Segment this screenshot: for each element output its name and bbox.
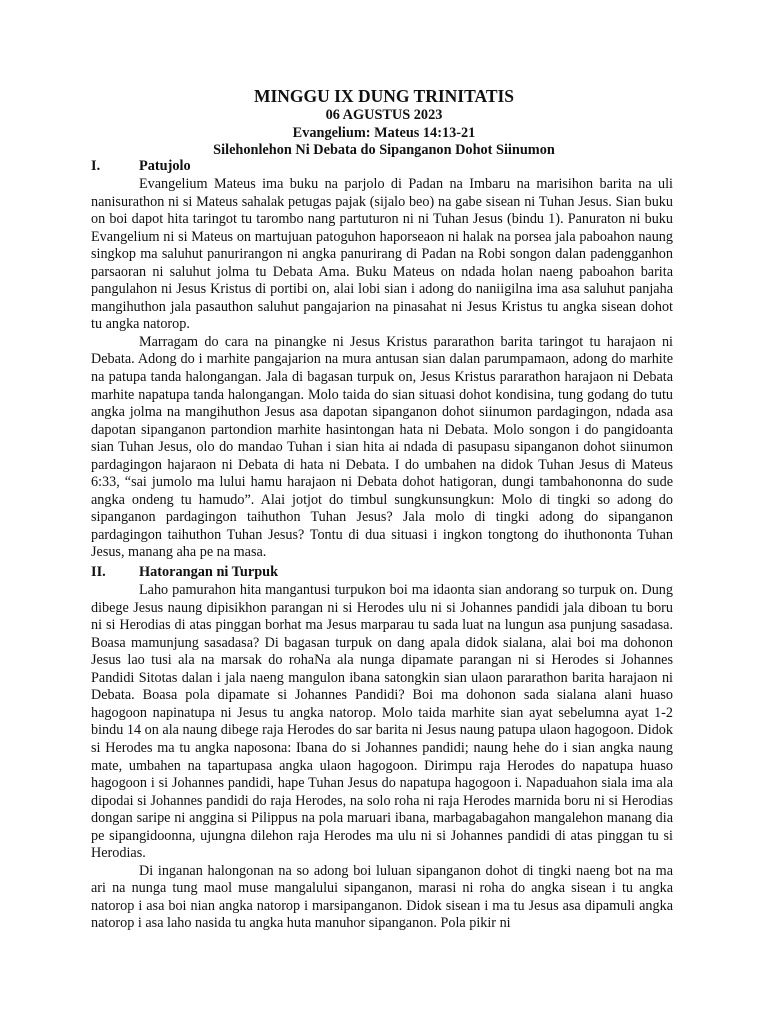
date-line: 06 AGUSTUS 2023 bbox=[325, 107, 443, 123]
section-title: Hatorangan ni Turpuk bbox=[139, 564, 279, 581]
section-heading-patujolo bbox=[91, 156, 673, 176]
evangelium-line: Evangelium: Mateus 14:13-21 bbox=[292, 124, 476, 141]
paragraph: Di inganan halongonan na so adong boi luluan sipanganon dohot di tingki naeng bot na ma ari na nunga tung maol muse mangalului sipanganon, marasi ni roha do angka sisean i tu angka natorop i asa boi nian angka natorop i marsipanganon. Didok sisean i ma tu Jesus asa dipamuli angka natorop i asa laho nasida tu angka huta manuhor sipanganon. Pola pikir ni bbox=[91, 862, 673, 932]
page-title: MINGGU IX DUNG TRINITATIS bbox=[253, 86, 515, 106]
section-number: II. bbox=[91, 564, 106, 581]
section-title: Patujolo bbox=[139, 158, 191, 174]
paragraph: Marragam do cara na pinangke ni Jesus Kristus pararathon barita taringot tu harajaon ni Debata. Adong do i marhite pangajarion na mura antusan sian dalan parumpamaon, adong do marhite na patupa tanda halongangan. Jala di bagasan turpuk on, Jesus Kristus pararathon harajaon ni Debata marhite napatupa tanda halongangan. Molo taida do sian situasi dohot kondisina, tung godang do tutu angka jolma na mangihuthon Jesus asa dapotan sipanganon dohot siinumon pardagingon, ndada asa dapotan sipanganon partondion marhite hasintongan hata ni Debata. Molo songon i do pangidoanta sian Tuhan Jesus, olo do mandao Tuhan i sian hita ai ndada di pasupasu sipanganon dohot siinumon pardagingon hajaraon ni Debata di hata ni Debata. I do umbahen na didok Tuhan Jesus di Mateus 6:33, “sai jumolo ma lului hamu harajaon ni Debata dohot hatigoran, dungi tambahononna do sude angka ondeng tu hamudo”. Alai jotjot do timbul sungkunsungkun: Molo di tingki so adong do sipanganon pardagingon taihuthon Tuhan Jesus? Jala molo di tingki adong do sipanganon pardagingon taihuthon Tuhan Jesus? Tontu di dua situasi i ingkon tongtong do ihuthononta Tuhan Jesus, manang aha pe na masa. bbox=[91, 333, 673, 561]
section-heading-hatorangan bbox=[91, 562, 673, 582]
document-body bbox=[91, 156, 673, 933]
section-number: I. bbox=[91, 158, 101, 174]
paragraph: Evangelium Mateus ima buku na parjolo di Padan na Imbaru na marisihon barita na uli nanisurathon ni si Mateus sahalak petugas pajak (sijalo beo) na gabe sisean ni Tuhan Jesus. Sian buku on boi dapot hita taringot tu tarombo nang partuturon ni ni Tuhan Jesus (bindu 1). Panuraton ni buku Evangelium ni si Mateus on martujuan patoguhon haporseaon ni halak na porsea jala paboahon naung singkop ma saluhut panurirangon ni angka panurirang di Padan na Robi songon dalan padengganhon parsaoran ni saluhut jolma tu Debata Ama. Buku Mateus on ndada holan naeng paboahon barita pangulahon ni Jesus Kristus di portibi on, alai lobi sian i adong do naniigilna ima asa saluhut panjaha mangihuthon jala pasauthon saluhut pangajarion na pinasahat ni Jesus Kristus tu angka sisean dohot tu angka natorop. bbox=[91, 176, 673, 333]
paragraph: Laho pamurahon hita mangantusi turpukon boi ma idaonta sian andorang so turpuk on. Dung dibege Jesus naung dipisikhon parangan ni si Herodes ulu ni si Johannes pandidi jala diboan tu boru ni si Herodias di atas pinggan borhat ma Jesus marparau tu sada luat na lungun asa punjung sasadasa. Boasa mamunjung sasadasa? Di bagasan turpuk on dang apala didok sialana, alai boi ma dohonon Jesus lao tusi ala na marsak do rohaNa ala nunga dipamate parangan ni si Herodes si Johannes Pandidi Sitotas dalan i jala naeng mangulon ibana satongkin sian ulaon pararathon barita harajaon ni Debata. Boasa pola dipamate si Johannes Pandidi? Boi ma dohonon sada sialana alani huaso hagogoon napinatupa ni Jesus tu angka natorop. Molo taida marhite sian ayat sebelumna ayat 1-2 bindu 14 on ala naung dibege raja Herodes do sar barita ni Jesus naung patupa ulaon hagogoon. Didok si Herodes ma tu angka naposona: Ibana do si Johannes pandidi; naung hehe do i sian angka naung mate, umbahen na tapartupasa angka ulaon hagogoon. Dirimpu raja Herodes do napatupa huaso hagogoon i si Johannes pandidi, hape Tuhan Jesus do napatupa hagogoon i. Napaduahon siala ima ala dipodai si Johannes pandidi do raja Herodes, na solo roha ni raja Herodes marnida boru ni si Herodias dongan saripe ni anggina si Pilippus na pola maruari ibana, marbagabagahon mangalehon manang dia pe sipangidoonna, ujungna dilehon raja Herodes ma ulu ni si Johannes pandidi di atas pinggan tu si Herodias. bbox=[91, 582, 673, 862]
theme-line: Silehonlehon Ni Debata do Sipanganon Dohot Siinumon bbox=[213, 142, 555, 159]
document-header bbox=[0, 0, 768, 160]
